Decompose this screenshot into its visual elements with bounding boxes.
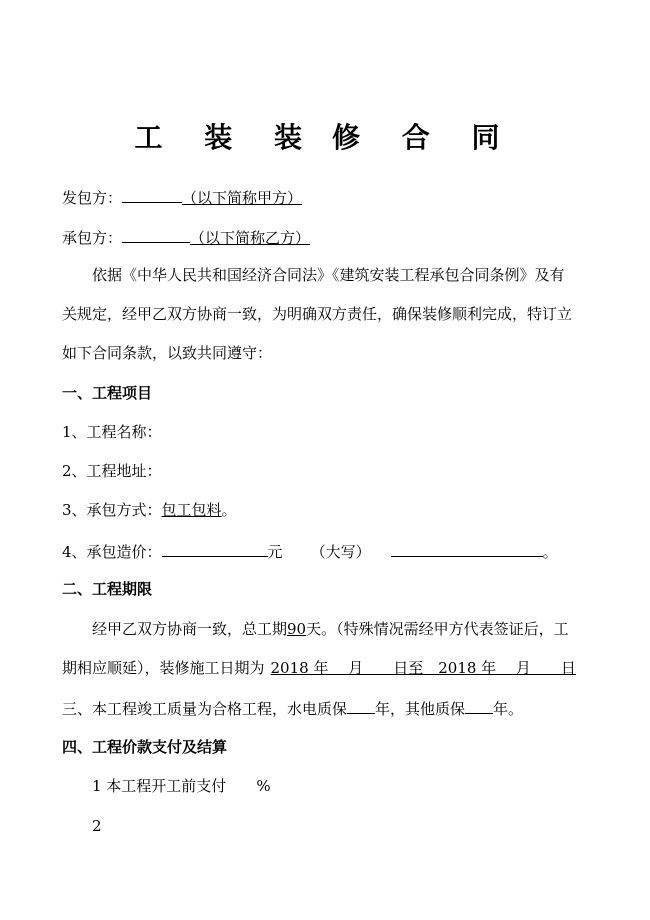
contract-method-item — [62, 500, 237, 520]
payment-item-1-text: 1 本工程开工前支付 — [92, 777, 227, 795]
section-1-heading: 一、工程项目 — [62, 384, 153, 402]
quality-text-b: 年，其他质保 — [375, 700, 466, 718]
contract-price-unit: 元 — [267, 543, 283, 561]
title-part-1: 工 装 装 — [134, 121, 318, 154]
contract-price-label: 4、承包造价： — [62, 543, 162, 561]
duration-line-1 — [92, 619, 569, 639]
project-address-item: 2、工程地址： — [62, 462, 162, 480]
title-part-2: 修 合 同 — [332, 121, 516, 154]
party-a-note: （以下简称甲方） — [182, 189, 303, 207]
document-title — [0, 118, 650, 158]
contract-method-value: 包工包料 — [161, 501, 222, 519]
contract-price-blank[interactable] — [162, 540, 268, 557]
payment-percent: % — [256, 777, 271, 795]
party-a-label: 发包方： — [62, 189, 123, 207]
duration-text-a: 经甲乙双方协商一致，总工期 — [92, 620, 288, 638]
duration-days: 90 — [287, 620, 307, 638]
quality-warranty-line — [62, 697, 523, 719]
contract-method-end: 。 — [221, 501, 237, 519]
party-b-line — [62, 226, 310, 248]
payment-item-1 — [92, 776, 271, 796]
contract-price-caps-blank[interactable] — [391, 540, 543, 557]
party-b-note: （以下简称乙方） — [190, 229, 311, 247]
section-4-heading: 四、工程价款支付及结算 — [62, 738, 228, 756]
project-name-item: 1、工程名称： — [62, 423, 162, 441]
duration-line-2 — [62, 658, 576, 678]
contract-price-caps-label: （大写） — [310, 543, 371, 561]
party-b-blank[interactable] — [122, 226, 190, 243]
duration-text-b: 天。（特殊情况需经甲方代表签证后，工 — [306, 620, 569, 638]
preamble-line-3: 如下合同条款，以致共同遵守： — [62, 344, 273, 362]
party-b-label: 承包方： — [62, 229, 123, 247]
payment-item-2: 2 — [92, 817, 102, 835]
party-a-blank[interactable] — [122, 186, 182, 203]
quality-text-a: 三、本工程竣工质量为合格工程，水电质保 — [62, 700, 348, 718]
quality-text-c: 年。 — [493, 700, 524, 718]
preamble-line-1: 依据《中华人民共和国经济合同法》《建筑安装工程承包合同条例》及有 — [92, 266, 565, 284]
preamble-line-2: 关规定，经甲乙双方协商一致，为明确双方责任，确保装修顺利完成，特订立 — [62, 305, 573, 323]
contract-price-end: 。 — [542, 543, 558, 561]
contract-price-item — [62, 540, 558, 562]
duration-line-2-text: 期相应顺延），装修施工日期为 — [62, 659, 265, 677]
section-2-heading: 二、工程期限 — [62, 580, 153, 598]
construction-date-range: 2018 年 月 日至 2018 年 月 日 — [270, 659, 576, 677]
utility-warranty-blank[interactable] — [347, 697, 375, 714]
contract-method-label: 3、承包方式： — [62, 501, 162, 519]
party-a-line — [62, 186, 302, 208]
other-warranty-blank[interactable] — [465, 697, 493, 714]
